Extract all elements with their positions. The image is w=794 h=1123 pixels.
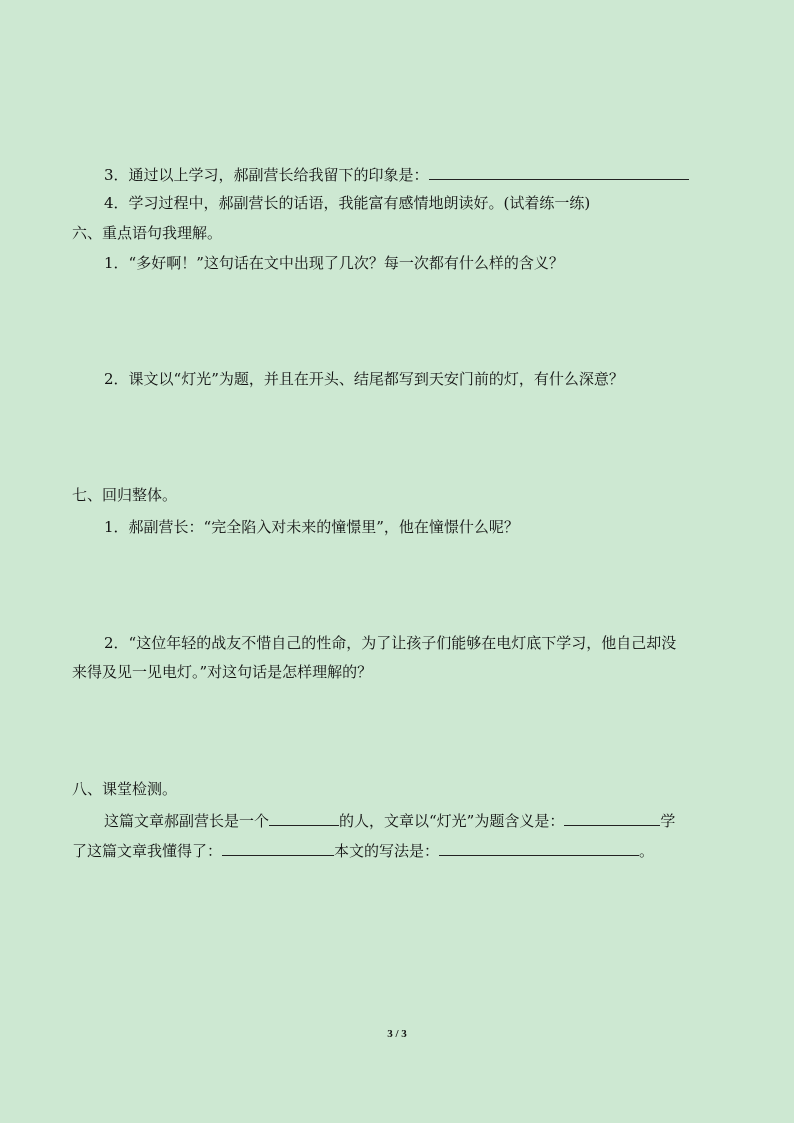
answer-blank-character[interactable] bbox=[269, 810, 339, 826]
answer-blank-learned[interactable] bbox=[222, 840, 334, 856]
question-4 bbox=[104, 193, 590, 213]
answer-blank-title-meaning[interactable] bbox=[564, 810, 660, 826]
section-8-line-1 bbox=[104, 810, 675, 831]
section-8-line-2 bbox=[72, 840, 654, 861]
section-8-line-2-part-2: 本文的写法是： bbox=[334, 842, 440, 860]
section-8-line-1-part-3: 学 bbox=[660, 812, 676, 830]
section-6-question-2: 2．课文以“灯光”为题，并且在开头、结尾都写到天安门前的灯，有什么深意？ bbox=[104, 370, 624, 388]
answer-blank-impression[interactable] bbox=[429, 164, 689, 180]
section-6-question-1: 1．“多好啊！”这句话在文中出现了几次？每一次都有什么样的含义？ bbox=[104, 254, 564, 272]
section-8-line-1-part-2: 的人，文章以“灯光”为题含义是： bbox=[339, 812, 565, 830]
answer-blank-writing-method[interactable] bbox=[439, 840, 639, 856]
section-6-heading: 六、重点语句我理解。 bbox=[72, 224, 223, 242]
section-8-line-1-part-1: 这篇文章郝副营长是一个 bbox=[104, 812, 270, 830]
section-7-question-2-line-1: 2．“这位年轻的战友不惜自己的性命，为了让孩子们能够在电灯底下学习，他自己却没 bbox=[104, 634, 677, 652]
question-4-text: 4．学习过程中，郝副营长的话语，我能富有感情地朗读好。(试着练一练) bbox=[104, 194, 591, 212]
section-8-heading: 八、课堂检测。 bbox=[72, 780, 178, 798]
page-number: 3 / 3 bbox=[387, 1028, 407, 1040]
section-8-line-2-part-1: 了这篇文章我懂得了： bbox=[72, 842, 223, 860]
question-3-text: 3．通过以上学习，郝副营长给我留下的印象是： bbox=[104, 166, 429, 184]
section-8-line-2-part-3: 。 bbox=[639, 842, 655, 860]
section-7-question-1: 1．郝副营长：“完全陷入对未来的憧憬里”，他在憧憬什么呢？ bbox=[104, 518, 519, 536]
section-7-question-2-line-2: 来得及见一见电灯。”对这句话是怎样理解的？ bbox=[72, 663, 373, 681]
question-3 bbox=[104, 164, 689, 185]
section-7-heading: 七、回归整体。 bbox=[72, 486, 178, 504]
